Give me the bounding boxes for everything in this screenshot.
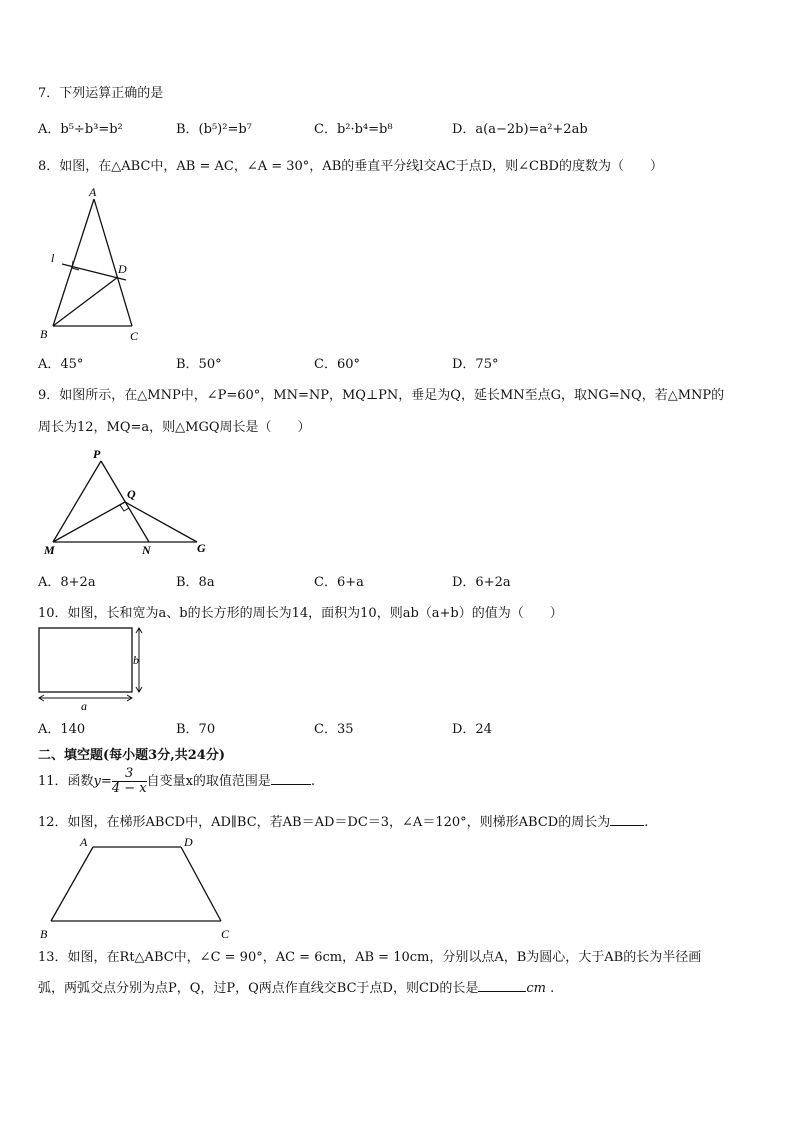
q9-label-g: G bbox=[197, 541, 206, 555]
q8-label-a: A bbox=[89, 185, 97, 199]
q9-label-q: Q bbox=[127, 487, 136, 501]
q12-label-c: C bbox=[221, 927, 230, 941]
q13-stem-line1: 13．如图，在Rt△ABC中，∠C = 90°，AC = 6cm，AB = 10cm，分别以点A，B为圆心，大于AB的长为半径画 bbox=[38, 950, 702, 965]
q10-rectangle-figure bbox=[36, 624, 148, 710]
q11-numerator: 3 bbox=[125, 766, 134, 781]
q9-option-a: A．8+2a bbox=[38, 575, 96, 590]
q10-label-b: b bbox=[133, 653, 139, 667]
q10-option-d: D．24 bbox=[452, 722, 492, 737]
q9-label-p: P bbox=[93, 447, 101, 461]
q8-option-a: A．45° bbox=[38, 357, 84, 372]
q10-label-a: a bbox=[81, 699, 87, 710]
q8-label-d: D bbox=[118, 262, 127, 276]
q12-trapezoid-figure bbox=[36, 832, 242, 942]
q12-stem: 12．如图，在梯形ABCD中，AD∥BC，若AB＝AD＝DC＝3，∠A＝120°，则梯形ABCD的周长为 bbox=[38, 815, 611, 830]
q9-option-d: D．6+2a bbox=[452, 575, 511, 590]
section2-heading: 二、填空题(每小题3分,共24分) bbox=[38, 748, 225, 763]
q13-unit: cm bbox=[526, 981, 546, 996]
q8-label-c: C bbox=[130, 329, 139, 343]
q9-stem-line1: 9．如图所示，在△MNP中，∠P=60°，MN=NP，MQ⊥PN，垂足为Q，延长MN至点G，取NG=NQ，若△MNP的 bbox=[38, 388, 725, 403]
q9-triangle-figure bbox=[38, 444, 218, 559]
q7-stem: 7．下列运算正确的是 bbox=[38, 86, 164, 101]
q8-triangle-figure bbox=[38, 182, 148, 344]
q10-option-c: C．35 bbox=[314, 722, 354, 737]
q13-answer-blank[interactable] bbox=[478, 979, 526, 992]
q12-label-d: D bbox=[184, 835, 193, 849]
q12-end: . bbox=[644, 815, 649, 830]
q12-line bbox=[38, 811, 648, 830]
q11-fraction bbox=[112, 767, 147, 796]
q8-stem: 8．如图，在△ABC中，AB = AC，∠A = 30°，AB的垂直平分线l交AC于点D，则∠CBD的度数为（ ） bbox=[38, 159, 663, 174]
q11-prefix: 11．函数 bbox=[38, 774, 94, 789]
q7-option-a: A．b⁵÷b³=b² bbox=[38, 122, 123, 137]
q9-label-m: M bbox=[44, 543, 55, 557]
q8-option-b: B．50° bbox=[176, 357, 222, 372]
q11-end: . bbox=[310, 774, 316, 789]
q10-option-a: A．140 bbox=[38, 722, 86, 737]
q9-option-b: B．8a bbox=[176, 575, 215, 590]
q7-option-d: D．a(a−2b)=a²+2ab bbox=[452, 122, 588, 137]
q13-end: . bbox=[550, 981, 555, 996]
q7-option-c: C．b²·b⁴=b⁸ bbox=[314, 122, 393, 137]
q8-label-b: B bbox=[40, 327, 48, 341]
q11-suffix: 自变量x的取值范围是 bbox=[146, 774, 271, 789]
q8-option-c: C．60° bbox=[314, 357, 360, 372]
q12-answer-blank[interactable] bbox=[610, 813, 644, 826]
q10-stem: 10．如图，长和宽为a、b的长方形的周长为14，面积为10，则ab（a+b）的值为（ ） bbox=[38, 606, 563, 621]
q13-stem-line2: 弧，两弧交点分别为点P，Q，过P，Q两点作直线交BC于点D，则CD的长是 bbox=[38, 981, 479, 996]
q12-label-a: A bbox=[80, 835, 88, 849]
q7-option-b: B．(b⁵)²=b⁷ bbox=[176, 122, 252, 137]
q9-stem-line2: 周长为12，MQ=a，则△MGQ周长是（ ） bbox=[38, 420, 311, 435]
q8-option-d: D．75° bbox=[452, 357, 499, 372]
q8-label-l: l bbox=[51, 251, 55, 265]
q11-func-var: y bbox=[93, 774, 101, 789]
q12-label-b: B bbox=[40, 927, 48, 941]
q9-option-c: C．6+a bbox=[314, 575, 364, 590]
q11-denominator: 4 − x bbox=[111, 781, 147, 796]
q10-option-b: B．70 bbox=[176, 722, 216, 737]
q13-line2 bbox=[38, 977, 554, 996]
q11-answer-blank[interactable] bbox=[271, 772, 311, 785]
q9-label-n: N bbox=[142, 543, 151, 557]
q11-line: 11．函数y= $\frac{3}{4 - x}$ 自变量x的取值范围是 . bbox=[38, 766, 316, 796]
